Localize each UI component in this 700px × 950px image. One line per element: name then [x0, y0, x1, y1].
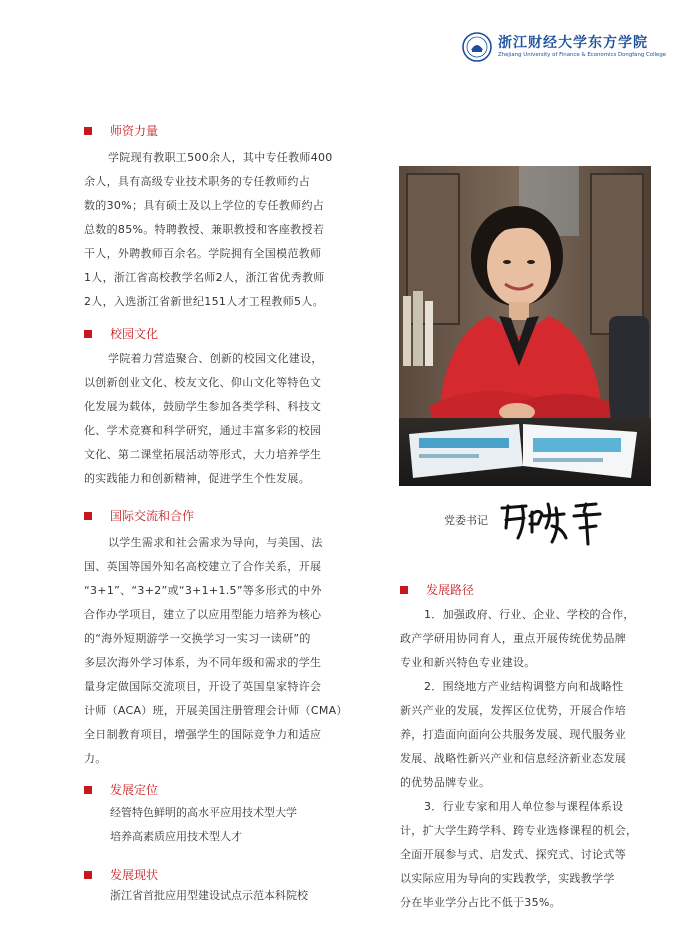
text-line: 文化、第二课堂拓展活动等形式，大力培养学生 [84, 448, 322, 461]
text-line: 3．行业专家和用人单位参与课程体系设 [424, 800, 624, 813]
text-line: 全面开展参与式、启发式、探究式、讨论式等 [400, 848, 626, 861]
section-title: 发展定位 [84, 781, 352, 799]
section-title: 师资力量 [84, 122, 352, 140]
portrait-illustration [399, 166, 651, 486]
text-line: 余人，具有高级专业技术职务的专任教师约占 [84, 175, 310, 188]
section-development-path [400, 581, 660, 915]
section-campus-culture [84, 325, 352, 491]
logo-english-name: Zhejiang University of Finance & Economics Dongfang College [498, 52, 667, 58]
text-line: 的优势品牌专业。 [400, 776, 491, 789]
red-square-bullet-icon [84, 512, 92, 520]
text-line: 分在毕业学分占比不低于35%。 [400, 896, 561, 909]
section-international-exchange [84, 507, 352, 771]
text-line: 化发展为载体，鼓励学生参加各类学科、科技文 [84, 400, 322, 413]
party-secretary-portrait [399, 166, 651, 486]
text-line: 养，打造面向面向公共服务发展、现代服务业 [400, 728, 626, 741]
text-line: 以学生需求和社会需求为导向，与美国、法 [108, 536, 323, 549]
text-line: 新兴产业的发展，发挥区位优势，开展合作培 [400, 704, 626, 717]
section-development-status [84, 866, 352, 908]
text-line: 经管特色鲜明的高水平应用技术型大学 [110, 806, 297, 819]
text-line: 学院现有教职工500余人，其中专任教师400 [108, 151, 333, 164]
section-faculty [84, 122, 352, 314]
red-square-bullet-icon [84, 127, 92, 135]
red-square-bullet-icon [400, 586, 408, 594]
section-title: 校园文化 [84, 325, 352, 343]
logo-chinese-name: 浙江财经大学东方学院 [498, 35, 648, 51]
text-line: 化、学术竞赛和科学研究，通过丰富多彩的校园 [84, 424, 322, 437]
text-line: 力。 [84, 752, 107, 765]
text-line: 国、英国等国外知名高校建立了合作关系，开展 [84, 560, 322, 573]
text-line: 全日制教育项目，增强学生的国际竞争力和适应 [84, 728, 322, 741]
text-line: 以创新创业文化、校友文化、仰山文化等特色文 [84, 376, 322, 389]
text-line: 政产学研用协同育人，重点开展传统优势品牌 [400, 632, 626, 645]
section-development-positioning [84, 781, 352, 849]
text-line: 发展、战略性新兴产业和信息经济新业态发展 [400, 752, 626, 765]
photo-caption: 党委书记 [444, 514, 488, 527]
text-line: 多层次海外学习体系，为不同年级和需求的学生 [84, 656, 322, 669]
handwritten-signature [496, 498, 616, 548]
text-line: 专业和新兴特色专业建设。 [400, 656, 536, 669]
text-line: 2．围绕地方产业结构调整方向和战略性 [424, 680, 624, 693]
text-line: 以实际应用为导向的实践教学，实践教学学 [400, 872, 615, 885]
text-line: 总数的85%。特聘教授、兼职教授和客座教授若 [84, 223, 325, 236]
text-line: 1人，浙江省高校教学名师2人，浙江省优秀教师 [84, 271, 325, 284]
text-line: 量身定做国际交流项目，开设了英国皇家特许会 [84, 680, 322, 693]
text-line: 学院着力营造聚合、创新的校园文化建设， [108, 352, 323, 365]
text-line: 计，扩大学生跨学科、跨专业选修课程的机会， [400, 824, 638, 837]
text-line: 干人，外聘教师百余名。学院拥有全国模范教师 [84, 247, 322, 260]
text-line: 1．加强政府、行业、企业、学校的合作， [424, 608, 635, 621]
section-title: 发展路径 [400, 581, 660, 599]
text-line: “3+1”、“3+2”或“3+1+1.5”等多形式的中外 [84, 584, 322, 597]
text-line: 数的30%；具有硕士及以上学位的专任教师约占 [84, 199, 325, 212]
text-line: 培养高素质应用技术型人才 [110, 830, 242, 843]
text-line: 的“海外短期游学一交换学习一实习一读研”的 [84, 632, 311, 645]
college-emblem-icon [462, 32, 492, 62]
text-line: 浙江省首批应用型建设试点示范本科院校 [110, 889, 308, 902]
section-title: 国际交流和合作 [84, 507, 352, 525]
red-square-bullet-icon [84, 871, 92, 879]
text-line: 合作办学项目，建立了以应用型能力培养为核心 [84, 608, 322, 621]
college-logo [462, 30, 692, 66]
text-line: 2人，入选浙江省新世纪151人才工程教师5人。 [84, 295, 324, 308]
text-line: 计师（ACA）班，开展美国注册管理会计师（CMA） [84, 704, 348, 717]
red-square-bullet-icon [84, 330, 92, 338]
red-square-bullet-icon [84, 786, 92, 794]
text-line: 的实践能力和创新精神，促进学生个性发展。 [84, 472, 310, 485]
section-title: 发展现状 [84, 866, 352, 884]
